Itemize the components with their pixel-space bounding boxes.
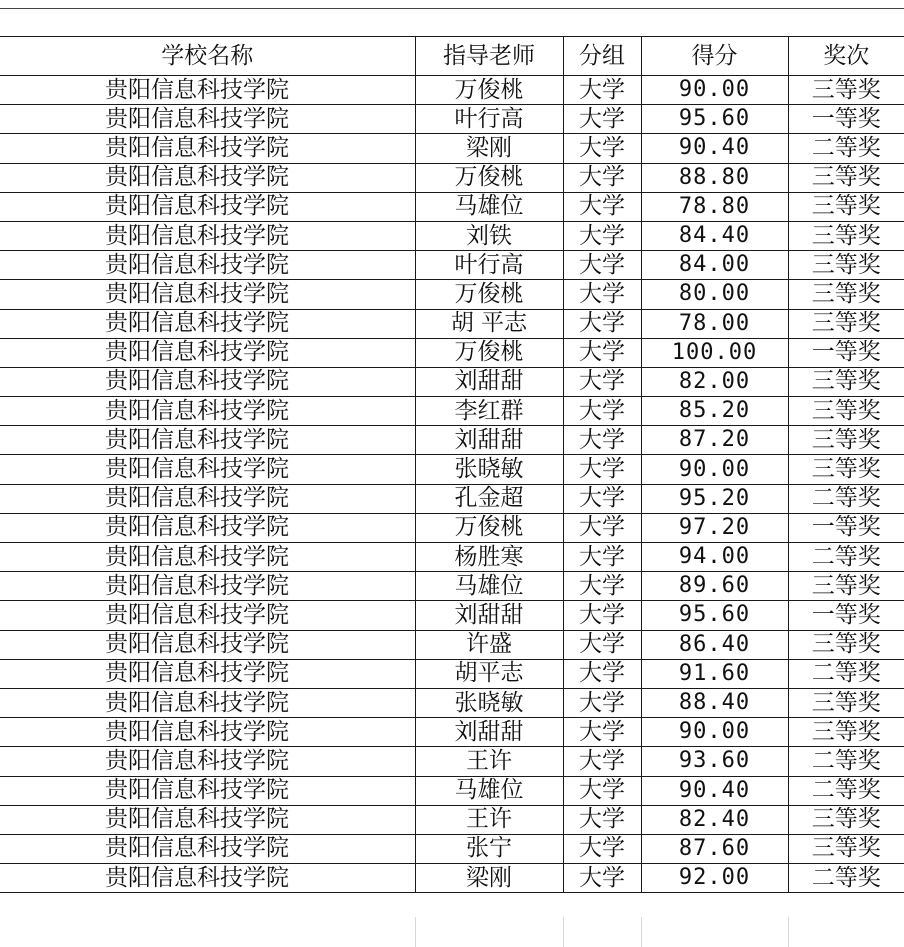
- cell-group[interactable]: 大学: [563, 221, 641, 250]
- cell-teacher[interactable]: 马雄位: [415, 192, 563, 221]
- cell-score[interactable]: 78.80: [641, 192, 788, 221]
- cell-group[interactable]: 大学: [563, 192, 641, 221]
- header-award[interactable]: 奖次: [788, 37, 904, 76]
- cell-teacher[interactable]: 梁刚: [415, 864, 563, 893]
- table-row: [0, 834, 904, 863]
- cell-teacher[interactable]: 万俊桃: [415, 280, 563, 309]
- gridline: [415, 917, 416, 947]
- cell-award[interactable]: 三等奖: [788, 455, 904, 484]
- cell-score[interactable]: 90.00: [641, 76, 788, 105]
- cell-group[interactable]: 大学: [563, 747, 641, 776]
- table-row: [0, 192, 904, 221]
- cell-school[interactable]: 贵阳信息科技学院: [0, 864, 415, 893]
- cell-award[interactable]: 三等奖: [788, 367, 904, 396]
- table-body: [0, 76, 904, 893]
- table-row: [0, 659, 904, 688]
- cell-school[interactable]: 贵阳信息科技学院: [0, 397, 415, 426]
- cell-school[interactable]: 贵阳信息科技学院: [0, 105, 415, 134]
- cell-teacher[interactable]: 许盛: [415, 630, 563, 659]
- cell-score[interactable]: 92.00: [641, 864, 788, 893]
- cell-award[interactable]: 二等奖: [788, 134, 904, 163]
- cell-group[interactable]: 大学: [563, 543, 641, 572]
- cell-award[interactable]: 三等奖: [788, 163, 904, 192]
- cell-award[interactable]: 三等奖: [788, 192, 904, 221]
- cell-school[interactable]: 贵阳信息科技学院: [0, 426, 415, 455]
- cell-school[interactable]: 贵阳信息科技学院: [0, 367, 415, 396]
- cell-group[interactable]: 大学: [563, 601, 641, 630]
- cell-teacher[interactable]: 胡平志: [415, 659, 563, 688]
- cell-teacher[interactable]: 刘甜甜: [415, 426, 563, 455]
- gridline: [641, 917, 642, 947]
- cell-award[interactable]: 三等奖: [788, 397, 904, 426]
- table-row: [0, 163, 904, 192]
- cell-award[interactable]: 三等奖: [788, 572, 904, 601]
- cell-teacher[interactable]: 张宁: [415, 834, 563, 863]
- cell-score[interactable]: 95.60: [641, 601, 788, 630]
- cell-group[interactable]: 大学: [563, 776, 641, 805]
- cell-school[interactable]: 贵阳信息科技学院: [0, 192, 415, 221]
- cell-award[interactable]: 三等奖: [788, 630, 904, 659]
- cell-group[interactable]: 大学: [563, 105, 641, 134]
- header-score[interactable]: 得分: [641, 37, 788, 76]
- cell-award[interactable]: 二等奖: [788, 484, 904, 513]
- table-row: [0, 251, 904, 280]
- header-group[interactable]: 分组: [563, 37, 641, 76]
- cell-group[interactable]: 大学: [563, 134, 641, 163]
- cell-group[interactable]: 大学: [563, 163, 641, 192]
- cell-school[interactable]: 贵阳信息科技学院: [0, 280, 415, 309]
- table-row: [0, 280, 904, 309]
- cell-school[interactable]: 贵阳信息科技学院: [0, 834, 415, 863]
- cell-teacher[interactable]: 孔金超: [415, 484, 563, 513]
- table-row: [0, 484, 904, 513]
- cell-award[interactable]: 三等奖: [788, 834, 904, 863]
- cell-teacher[interactable]: 叶行高: [415, 251, 563, 280]
- table-row: [0, 367, 904, 396]
- cell-award[interactable]: 一等奖: [788, 601, 904, 630]
- cell-school[interactable]: 贵阳信息科技学院: [0, 163, 415, 192]
- table-row: [0, 455, 904, 484]
- cell-group[interactable]: 大学: [563, 367, 641, 396]
- cell-award[interactable]: 二等奖: [788, 776, 904, 805]
- cell-group[interactable]: 大学: [563, 659, 641, 688]
- cell-school[interactable]: 贵阳信息科技学院: [0, 718, 415, 747]
- cell-teacher[interactable]: 马雄位: [415, 572, 563, 601]
- sheet-top-gridline: [0, 8, 904, 9]
- cell-school[interactable]: 贵阳信息科技学院: [0, 688, 415, 717]
- table-row: [0, 513, 904, 542]
- cell-award[interactable]: 三等奖: [788, 309, 904, 338]
- cell-award[interactable]: 三等奖: [788, 221, 904, 250]
- cell-group[interactable]: 大学: [563, 484, 641, 513]
- sheet-top-band: [0, 0, 904, 37]
- cell-teacher[interactable]: 万俊桃: [415, 76, 563, 105]
- cell-teacher[interactable]: 刘甜甜: [415, 367, 563, 396]
- cell-group[interactable]: 大学: [563, 397, 641, 426]
- cell-group[interactable]: 大学: [563, 338, 641, 367]
- cell-award[interactable]: 三等奖: [788, 251, 904, 280]
- table-row: [0, 805, 904, 834]
- cell-school[interactable]: 贵阳信息科技学院: [0, 134, 415, 163]
- cell-teacher[interactable]: 张晓敏: [415, 688, 563, 717]
- cell-group[interactable]: 大学: [563, 513, 641, 542]
- cell-group[interactable]: 大学: [563, 455, 641, 484]
- cell-teacher[interactable]: 万俊桃: [415, 163, 563, 192]
- cell-school[interactable]: 贵阳信息科技学院: [0, 513, 415, 542]
- cell-school[interactable]: 贵阳信息科技学院: [0, 572, 415, 601]
- cell-school[interactable]: 贵阳信息科技学院: [0, 484, 415, 513]
- cell-school[interactable]: 贵阳信息科技学院: [0, 455, 415, 484]
- table-row: [0, 718, 904, 747]
- cell-score[interactable]: 95.60: [641, 105, 788, 134]
- cell-group[interactable]: 大学: [563, 718, 641, 747]
- cell-award[interactable]: 一等奖: [788, 105, 904, 134]
- cell-score[interactable]: 90.00: [641, 455, 788, 484]
- table-row: [0, 338, 904, 367]
- cell-score[interactable]: 84.00: [641, 251, 788, 280]
- cell-score[interactable]: 90.40: [641, 776, 788, 805]
- cell-teacher[interactable]: 万俊桃: [415, 338, 563, 367]
- header-school[interactable]: 学校名称: [0, 37, 415, 76]
- cell-teacher[interactable]: 刘甜甜: [415, 601, 563, 630]
- table-row: [0, 76, 904, 105]
- cell-group[interactable]: 大学: [563, 572, 641, 601]
- cell-award[interactable]: 三等奖: [788, 805, 904, 834]
- table-row: [0, 426, 904, 455]
- cell-score[interactable]: 82.00: [641, 367, 788, 396]
- table-row: [0, 105, 904, 134]
- cell-award[interactable]: 三等奖: [788, 76, 904, 105]
- cell-score[interactable]: 89.60: [641, 572, 788, 601]
- cell-score[interactable]: 87.60: [641, 834, 788, 863]
- cell-score[interactable]: 84.40: [641, 221, 788, 250]
- cell-award[interactable]: 二等奖: [788, 864, 904, 893]
- cell-score[interactable]: 88.80: [641, 163, 788, 192]
- cell-score[interactable]: 78.00: [641, 309, 788, 338]
- cell-group[interactable]: 大学: [563, 280, 641, 309]
- cell-school[interactable]: 贵阳信息科技学院: [0, 338, 415, 367]
- cell-teacher[interactable]: 张晓敏: [415, 455, 563, 484]
- cell-award[interactable]: 一等奖: [788, 513, 904, 542]
- cell-group[interactable]: 大学: [563, 688, 641, 717]
- table-row: [0, 747, 904, 776]
- sheet-empty-row: [0, 917, 904, 947]
- header-teacher[interactable]: 指导老师: [415, 37, 563, 76]
- cell-teacher[interactable]: 王许: [415, 805, 563, 834]
- cell-award[interactable]: 二等奖: [788, 659, 904, 688]
- cell-teacher[interactable]: 王许: [415, 747, 563, 776]
- cell-group[interactable]: 大学: [563, 630, 641, 659]
- cell-group[interactable]: 大学: [563, 251, 641, 280]
- table-row: [0, 309, 904, 338]
- cell-group[interactable]: 大学: [563, 864, 641, 893]
- cell-school[interactable]: 贵阳信息科技学院: [0, 543, 415, 572]
- table-row: [0, 543, 904, 572]
- cell-score[interactable]: 88.40: [641, 688, 788, 717]
- cell-score[interactable]: 95.20: [641, 484, 788, 513]
- cell-school[interactable]: 贵阳信息科技学院: [0, 221, 415, 250]
- table-row: [0, 397, 904, 426]
- cell-school[interactable]: 贵阳信息科技学院: [0, 251, 415, 280]
- cell-award[interactable]: 三等奖: [788, 280, 904, 309]
- cell-teacher[interactable]: 梁刚: [415, 134, 563, 163]
- cell-score[interactable]: 85.20: [641, 397, 788, 426]
- cell-school[interactable]: 贵阳信息科技学院: [0, 630, 415, 659]
- gridline: [788, 917, 789, 947]
- cell-score[interactable]: 90.40: [641, 134, 788, 163]
- cell-score[interactable]: 100.00: [641, 338, 788, 367]
- table-row: [0, 688, 904, 717]
- cell-teacher[interactable]: 杨胜寒: [415, 543, 563, 572]
- table-row: [0, 221, 904, 250]
- cell-award[interactable]: 二等奖: [788, 543, 904, 572]
- cell-school[interactable]: 贵阳信息科技学院: [0, 309, 415, 338]
- cell-score[interactable]: 86.40: [641, 630, 788, 659]
- cell-group[interactable]: 大学: [563, 76, 641, 105]
- cell-school[interactable]: 贵阳信息科技学院: [0, 659, 415, 688]
- table-row: [0, 134, 904, 163]
- table-row: [0, 601, 904, 630]
- cell-group[interactable]: 大学: [563, 309, 641, 338]
- cell-school[interactable]: 贵阳信息科技学院: [0, 747, 415, 776]
- cell-score[interactable]: 80.00: [641, 280, 788, 309]
- cell-teacher[interactable]: 刘甜甜: [415, 718, 563, 747]
- table-row: [0, 630, 904, 659]
- results-table: [0, 36, 904, 893]
- cell-school[interactable]: 贵阳信息科技学院: [0, 805, 415, 834]
- cell-score[interactable]: 82.40: [641, 805, 788, 834]
- table-row: [0, 864, 904, 893]
- table-row: [0, 776, 904, 805]
- cell-score[interactable]: 87.20: [641, 426, 788, 455]
- cell-score[interactable]: 91.60: [641, 659, 788, 688]
- cell-score[interactable]: 94.00: [641, 543, 788, 572]
- cell-award[interactable]: 一等奖: [788, 338, 904, 367]
- cell-award[interactable]: 二等奖: [788, 747, 904, 776]
- cell-school[interactable]: 贵阳信息科技学院: [0, 601, 415, 630]
- cell-teacher[interactable]: 李红群: [415, 397, 563, 426]
- cell-score[interactable]: 97.20: [641, 513, 788, 542]
- cell-group[interactable]: 大学: [563, 834, 641, 863]
- cell-award[interactable]: 三等奖: [788, 688, 904, 717]
- cell-group[interactable]: 大学: [563, 426, 641, 455]
- cell-teacher[interactable]: 叶行高: [415, 105, 563, 134]
- cell-school[interactable]: 贵阳信息科技学院: [0, 776, 415, 805]
- gridline: [563, 917, 564, 947]
- cell-group[interactable]: 大学: [563, 805, 641, 834]
- cell-teacher[interactable]: 胡 平志: [415, 309, 563, 338]
- cell-school[interactable]: 贵阳信息科技学院: [0, 76, 415, 105]
- cell-teacher[interactable]: 万俊桃: [415, 513, 563, 542]
- cell-award[interactable]: 三等奖: [788, 718, 904, 747]
- cell-score[interactable]: 93.60: [641, 747, 788, 776]
- table-row: [0, 572, 904, 601]
- cell-teacher[interactable]: 马雄位: [415, 776, 563, 805]
- cell-award[interactable]: 三等奖: [788, 426, 904, 455]
- cell-score[interactable]: 90.00: [641, 718, 788, 747]
- header-row: [0, 37, 904, 76]
- cell-teacher[interactable]: 刘铁: [415, 221, 563, 250]
